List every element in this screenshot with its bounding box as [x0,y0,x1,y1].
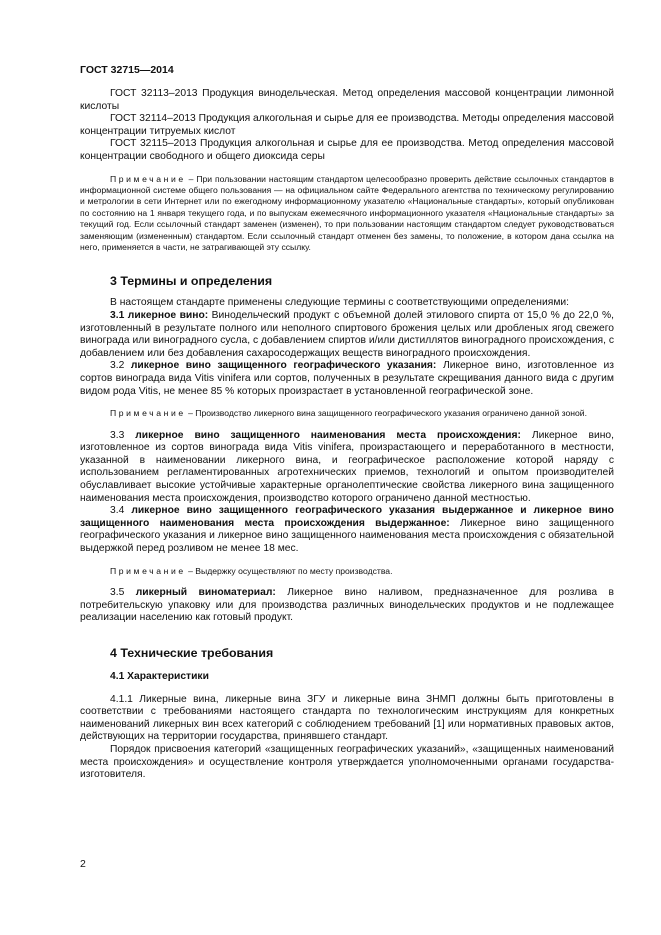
term-3-3-definition: Ликерное вино, изготовленное из сортов винограда вида Vitis vinifera, произрастающего и переработанного в местности, указанной в наименовании ликерного вина, и географическое расположение которой наряду с использованием регламентированных агротехнических приемов, технологий и опытом производителей обуславливает высокие устойчивые характерные органолептические свойства ликерного вина защищенного наименования места происхождения, производство которого ограничено данной местностью. [80,429,614,504]
section-4-heading: 4 Технические требования [110,645,274,660]
note-text: – Выдержку осуществляют по месту производства. [185,565,393,576]
reference-gost-32113: ГОСТ 32113–2013 Продукция винодельческая. Метод определения массовой концентрации лимонной кислоты [80,88,614,112]
term-3-1-definition: Винодельческий продукт с объемной долей этилового спирта от 15,0 % до 22,0 %, изготовленный в результате полного или неполного спиртового брожения целых или дробленых ягод свежего винограда или виноградного сусла, с добавлением спиртов и/или дистиллятов виноградного происхождения, с добавлением или без добавления сахаросодержащих веществ виноградного происхождения. [80,310,614,359]
term-3-5-number: 3.5 [110,586,136,598]
document-header: ГОСТ 32715—2014 [80,64,174,76]
paragraph-4-1-1-continued: Порядок присвоения категорий «защищенных географических указаний», «защищенных наименований места происхождения» и осуществление контроля утверждается уполномоченными органами государства-изготовителя. [80,744,614,781]
term-3-4-number: 3.4 [110,505,132,517]
term-3-3-number: 3.3 [110,429,136,441]
term-3-4-definition: Ликерное вино защищенного географического указания и ликерное вино защищенного наименования места происхождения с обязательной выдержкой перед розливом не менее 18 мес. [80,517,614,554]
note-label: Примечание [110,565,186,576]
term-3-3-name: ликерное вино защищенного наименования места происхождения: [135,429,521,441]
paragraph-4-1-1: 4.1.1 Ликерные вина, ликерные вина ЗГУ и ликерные вина ЗНМП должны быть приготовлены в соответствии с требованиями настоящего стандарта по технологическим инструкциям для конкретных наименований ликерных вин всех категорий с соблюдением требований [1] или нормативных правовых актов, действующих на территории государства, принявшего стандарт. [80,693,614,743]
term-3-2-number: 3.2 [110,360,131,372]
document-body [80,88,614,782]
note-references [80,174,614,254]
note-term-3-2 [80,408,614,419]
term-3-2 [80,360,614,398]
note-text: – При пользовании настоящим стандартом целесообразно проверить действие ссылочных стандартов в информационной системе общего пользования — на официальном сайте Федерального агентства по техническому регулированию и метрологии в сети Интернет или по ежегодному информационному указателю «Национальные стандарты», который опубликован по состоянию на 1 января текущего года, и по выпускам ежемесячного информационного указателя «Национальные стандарты» за текущий год. Если ссылочный стандарт заменен (изменен), то при пользовании настоящим стандартом следует руководствоваться заменяющим (измененным) стандартом. Если ссылочный стандарт отменен без замены, то положение, в котором дана ссылка на него, применяется в части, не затрагивающей эту ссылку. [80,173,614,252]
reference-gost-32114: ГОСТ 32114–2013 Продукция алкогольная и сырье для ее производства. Методы определения массовой концентрации титруемых кислот [80,113,614,137]
subsection-4-1-heading: 4.1 Характеристики [110,670,209,682]
term-3-2-name: ликерное вино защищенного географического указания: [130,360,437,372]
term-3-5-definition: Ликерное вино наливом, предназначенное для розлива в потребительскую упаковку или для производства различных винодельческих продуктов и не подлежащее реализации населению как готовый продукт. [80,586,614,624]
note-label: Примечание [110,173,186,184]
section-3-heading: 3 Термины и определения [110,274,273,289]
note-label: Примечание [110,408,186,419]
term-3-5 [80,587,614,625]
page-number: 2 [80,858,86,870]
term-3-3 [80,430,614,506]
term-3-1-name: 3.1 ликерное вино: [110,310,209,321]
section-3-intro: В настоящем стандарте применены следующие термины с соответствующими определениями: [110,297,570,309]
note-term-3-4 [80,566,614,577]
term-3-4 [80,505,614,555]
note-text: – Производство ликерного вина защищенного географического указания ограничено данной зоной. [185,408,587,419]
term-3-1 [80,310,614,360]
term-3-4-name: ликерное вино защищенного географического указания выдержанное и ликерное вино защищенного наименования места происхождения выдержанное: [80,505,614,529]
reference-gost-32115: ГОСТ 32115–2013 Продукция алкогольная и сырье для ее производства. Метод определения массовой концентрации свободного и общего диоксида серы [80,138,614,162]
term-3-2-definition: Ликерное вино, изготовленное из сортов винограда вида Vitis vinifera или сортов, полученных в результате скрещивания данного вида с другим видом рода Vitis, не менее 85 % которых произрастает в установленной географической зоне. [80,360,614,397]
term-3-5-name: ликерный виноматериал: [135,586,276,598]
